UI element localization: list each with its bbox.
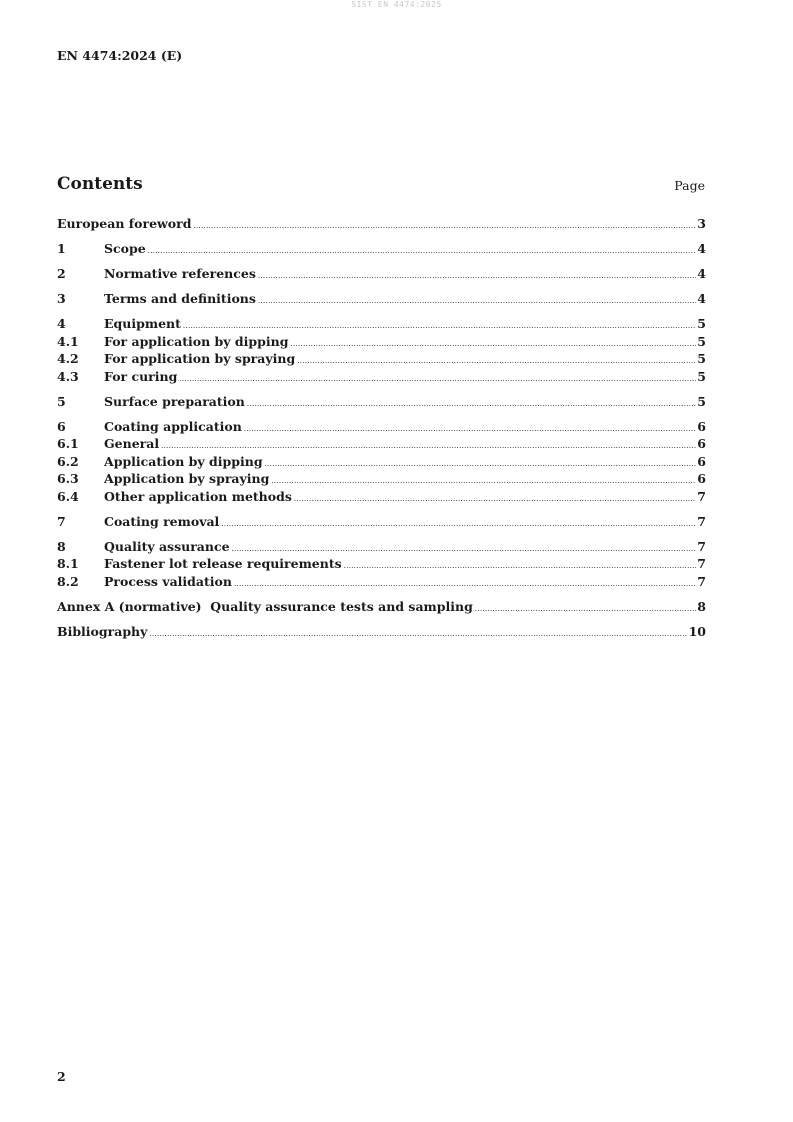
toc-entry-title: Normative references	[104, 266, 256, 281]
toc-leader	[193, 222, 696, 230]
toc-leader	[183, 322, 696, 330]
toc-entry-title: Terms and definitions	[104, 291, 256, 306]
toc-entry-surface-preparation[interactable]	[57, 394, 706, 412]
toc-entry-page: 4	[697, 291, 706, 306]
toc-entry-page: 3	[697, 216, 706, 231]
toc-leader	[258, 297, 696, 305]
toc-entry-page: 5	[697, 333, 706, 349]
toc-leader	[244, 425, 696, 433]
toc-entry-number: 6.4	[57, 488, 79, 504]
toc-leader	[149, 630, 687, 638]
toc-entry-number: 4	[57, 316, 66, 331]
toc-leader	[161, 442, 696, 450]
toc-entry-title: For curing	[104, 368, 178, 384]
toc-entry-number: 6.2	[57, 453, 79, 469]
toc-entry-page: 7	[697, 556, 706, 571]
toc-entry-number: 2	[57, 266, 66, 281]
toc-entry-page: 4	[697, 266, 706, 281]
toc-entry-foreword[interactable]	[57, 216, 706, 234]
toc-leader	[247, 400, 696, 408]
toc-entry-process-validation[interactable]	[57, 574, 706, 592]
toc-entry-title: Process validation	[104, 573, 232, 589]
toc-entry-page: 7	[697, 513, 706, 529]
toc-entry-coating-removal[interactable]	[57, 514, 706, 532]
toc-entry-normative-references[interactable]	[57, 266, 706, 284]
toc-entry-title: General	[104, 436, 160, 451]
toc-entry-number: 4.2	[57, 351, 79, 366]
toc-entry-title: Quality assurance	[104, 538, 230, 554]
toc-entry-equipment[interactable]	[57, 316, 706, 334]
toc-leader	[232, 545, 697, 553]
toc-entry-page: 7	[697, 488, 706, 504]
page-column-label: Page	[674, 178, 705, 193]
toc-entry-number: 1	[57, 241, 66, 256]
toc-entry-page: 6	[697, 453, 706, 469]
toc-entry-number: 8	[57, 538, 66, 554]
toc-entry-scope[interactable]	[57, 241, 706, 259]
toc-entry-coating-application[interactable]	[57, 419, 706, 437]
toc-leader	[179, 375, 696, 383]
toc-entry-page: 8	[697, 598, 706, 614]
toc-entry-title: Application by dipping	[104, 453, 263, 469]
toc-entry-title: Application by spraying	[104, 471, 270, 486]
toc-entry-other-methods[interactable]	[57, 489, 706, 507]
toc-entry-curing[interactable]	[57, 369, 706, 387]
toc-entry-number: 4.3	[57, 368, 79, 384]
toc-entry-page: 4	[697, 241, 706, 256]
toc-entry-title: Coating application	[104, 418, 242, 434]
toc-entry-page: 7	[697, 573, 706, 589]
toc-entry-title: Bibliography	[57, 623, 148, 639]
toc-entry-application-spraying[interactable]	[57, 351, 706, 369]
toc-entry-number: 5	[57, 393, 66, 409]
toc-leader	[148, 247, 697, 255]
toc-entry-page: 6	[697, 436, 706, 451]
toc-entry-page: 5	[697, 393, 706, 409]
toc-entry-number: 8.2	[57, 573, 79, 589]
toc-entry-title: For application by spraying	[104, 351, 296, 366]
toc-entry-annex-a[interactable]	[57, 599, 706, 617]
toc-entry-number: 6.3	[57, 471, 79, 486]
page-number: 2	[57, 1069, 66, 1084]
toc-entry-title: Surface preparation	[104, 393, 245, 409]
toc-leader	[258, 272, 696, 280]
toc-leader	[271, 477, 696, 485]
toc-leader	[234, 580, 696, 588]
toc-entry-page: 5	[697, 368, 706, 384]
toc-entry-page: 7	[697, 538, 706, 554]
toc-entry-number: 4.1	[57, 333, 79, 349]
toc-entry-title: Fastener lot release requirements	[104, 556, 342, 571]
watermark: SIST EN 4474:2025	[351, 0, 442, 9]
toc-entry-number: 3	[57, 291, 66, 306]
toc-entry-page: 5	[697, 316, 706, 331]
toc-entry-application-dipping[interactable]	[57, 334, 706, 352]
table-of-contents	[57, 216, 706, 641]
toc-entry-quality-assurance[interactable]	[57, 539, 706, 557]
toc-entry-page: 6	[697, 418, 706, 434]
toc-entry-title: Coating removal	[104, 513, 220, 529]
toc-entry-title: Annex A (normative) Quality assurance tests and sampling	[57, 598, 473, 614]
toc-leader	[221, 520, 696, 528]
toc-entry-number: 7	[57, 513, 66, 529]
toc-entry-title: European foreword	[57, 216, 192, 231]
toc-entry-bibliography[interactable]	[57, 624, 706, 642]
toc-leader	[290, 340, 696, 348]
toc-entry-application-by-spraying[interactable]	[57, 471, 706, 489]
toc-leader	[265, 460, 697, 468]
contents-heading: Contents	[57, 174, 143, 194]
toc-leader	[297, 357, 696, 365]
toc-entry-title: For application by dipping	[104, 333, 289, 349]
toc-entry-number: 6	[57, 418, 66, 434]
toc-entry-lot-release[interactable]	[57, 556, 706, 574]
toc-entry-terms-definitions[interactable]	[57, 291, 706, 309]
toc-entry-application-by-dipping[interactable]	[57, 454, 706, 472]
toc-entry-title: Equipment	[104, 316, 181, 331]
toc-entry-number: 6.1	[57, 436, 79, 451]
toc-entry-page: 6	[697, 471, 706, 486]
toc-entry-title: Scope	[104, 241, 146, 256]
toc-entry-general[interactable]	[57, 436, 706, 454]
toc-entry-page: 5	[697, 351, 706, 366]
toc-entry-title: Other application methods	[104, 488, 292, 504]
toc-entry-page: 10	[688, 623, 706, 639]
toc-entry-number: 8.1	[57, 556, 79, 571]
toc-leader	[294, 495, 696, 503]
toc-leader	[344, 562, 697, 570]
toc-leader	[475, 605, 696, 613]
document-id: EN 4474:2024 (E)	[57, 48, 183, 63]
